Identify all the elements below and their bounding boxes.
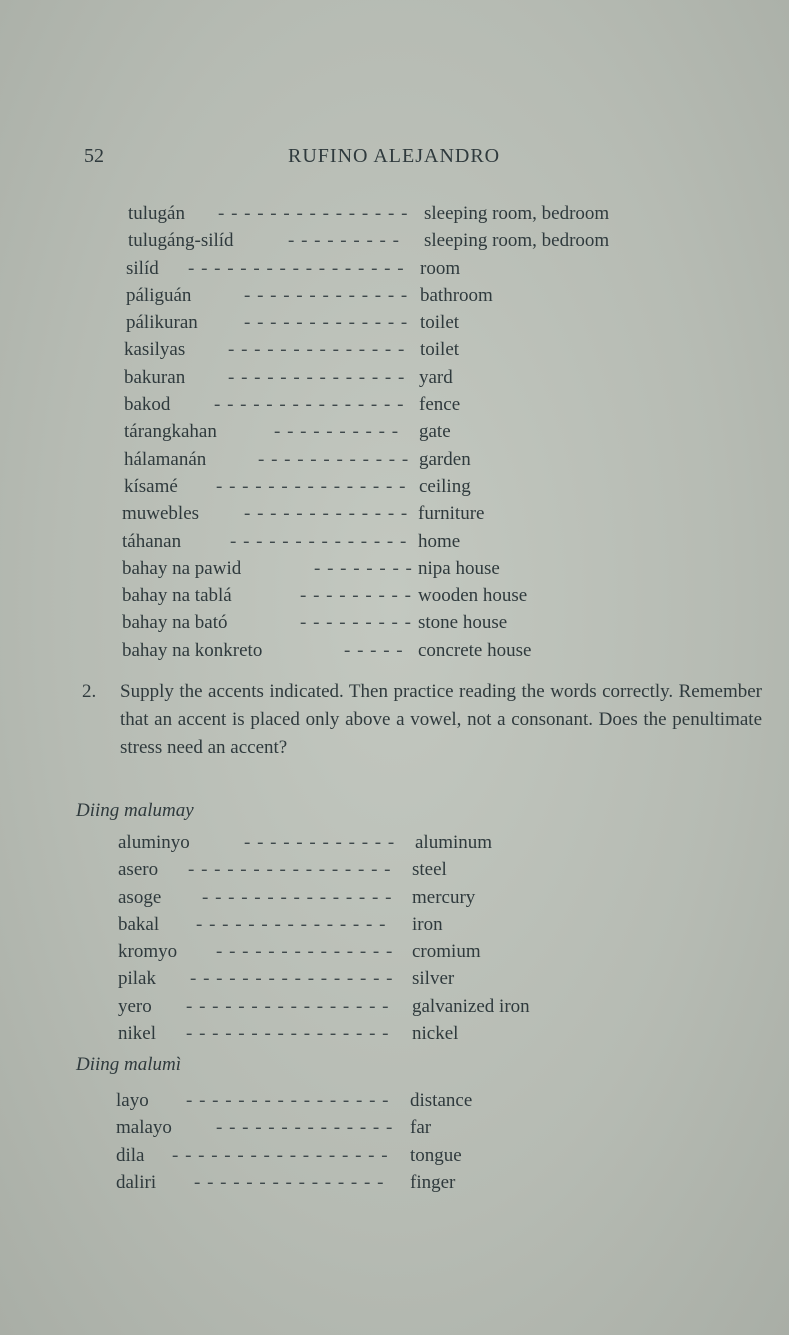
- english-gloss: toilet: [420, 339, 460, 361]
- tagalog-word: dila: [116, 1144, 145, 1166]
- vocab-list-malumi: [0, 1090, 789, 1199]
- tagalog-word: táhanan: [122, 530, 182, 552]
- leader-dots: - - - - - - - - - - - - -: [244, 312, 409, 334]
- exercise-number: 2.: [82, 681, 97, 702]
- vocab-row: [0, 203, 789, 230]
- tagalog-word: bahay na pawid: [122, 557, 242, 579]
- vocab-row: [0, 1145, 789, 1172]
- vocab-row: [0, 339, 789, 366]
- tagalog-word: pilak: [118, 968, 156, 990]
- tagalog-word: bahay na konkreto: [122, 639, 263, 661]
- leader-dots: - - - - - - - - - - - - - - - -: [186, 1090, 390, 1111]
- vocab-row: [0, 941, 789, 968]
- leader-dots: - - - - - - - - - - - - - - - -: [190, 968, 394, 990]
- tagalog-word: páliguán: [126, 284, 192, 306]
- english-gloss: bathroom: [420, 284, 493, 306]
- english-gloss: room: [420, 257, 461, 279]
- english-gloss: concrete house: [418, 639, 532, 661]
- leader-dots: - - - - - - - - - - - - -: [244, 284, 409, 306]
- vocab-list-malumay: [0, 832, 789, 1050]
- vocab-row: [0, 612, 789, 639]
- leader-dots: - - - - - - - - -: [300, 585, 412, 607]
- english-gloss: nipa house: [418, 557, 500, 579]
- page-header: [0, 145, 789, 175]
- english-gloss: home: [418, 530, 461, 552]
- vocab-row: [0, 859, 789, 886]
- leader-dots: - - - - - - - - - - - - - - -: [218, 203, 409, 224]
- vocab-row: [0, 503, 789, 530]
- tagalog-word: muwebles: [122, 503, 200, 525]
- leader-dots: - - - - - - - - - - - - - - - - -: [172, 1144, 389, 1166]
- vocab-row: [0, 476, 789, 503]
- leader-dots: - - - - - - - - - - - - - - -: [214, 394, 405, 416]
- vocab-row: [0, 640, 789, 667]
- english-gloss: tongue: [410, 1144, 462, 1166]
- tagalog-word: hálamanán: [124, 448, 207, 470]
- tagalog-word: nikel: [118, 1023, 156, 1045]
- leader-dots: - - - - - - - - - - - - - -: [228, 366, 406, 388]
- leader-dots: - - - - - - - - - - - -: [244, 832, 396, 853]
- tagalog-word: pálikuran: [126, 312, 198, 334]
- leader-dots: - - - - - - - - - - - - - -: [216, 941, 394, 963]
- vocab-row: [0, 558, 789, 585]
- vocab-row: [0, 832, 789, 859]
- english-gloss: finger: [410, 1171, 456, 1193]
- running-head: RUFINO ALEJANDRO: [288, 145, 501, 167]
- english-gloss: yard: [419, 366, 453, 388]
- leader-dots: - - - - - - - - - - - - - -: [216, 1117, 394, 1139]
- leader-dots: - - - - - - - - - - - -: [258, 448, 410, 470]
- exercise-text: Supply the accents indicated. Then practice reading the words correctly. Remember that an accent is placed only above a vowel, not a consonant. Does the penultimate stress need an accent?: [120, 681, 762, 758]
- tagalog-word: aluminyo: [118, 832, 190, 853]
- vocab-row: [0, 367, 789, 394]
- english-gloss: gate: [419, 421, 451, 443]
- english-gloss: wooden house: [418, 585, 528, 607]
- tagalog-word: asero: [118, 859, 159, 881]
- vocab-row: [0, 312, 789, 339]
- leader-dots: - - - - - - - - - - - - - -: [230, 530, 408, 552]
- english-gloss: fence: [419, 394, 461, 416]
- english-gloss: galvanized iron: [412, 995, 530, 1017]
- leader-dots: - - - - - - - - - - - - -: [244, 503, 409, 525]
- leader-dots: - - - - -: [344, 639, 404, 661]
- tagalog-word: malayo: [116, 1117, 172, 1139]
- leader-dots: - - - - - - - - -: [288, 230, 400, 252]
- english-gloss: far: [410, 1117, 432, 1139]
- tagalog-word: bakod: [124, 394, 171, 416]
- leader-dots: - - - - - - - - - -: [274, 421, 400, 443]
- tagalog-word: kromyo: [118, 941, 178, 963]
- leader-dots: - - - - - - - - - - - - - - -: [216, 475, 407, 497]
- vocab-row: [0, 258, 789, 285]
- english-gloss: cromium: [412, 941, 481, 963]
- tagalog-word: bahay na tablá: [122, 585, 232, 607]
- vocab-row: [0, 968, 789, 995]
- vocab-row: [0, 1172, 789, 1199]
- section-heading-malumi: Diing malumì: [76, 1054, 182, 1075]
- english-gloss: silver: [412, 968, 455, 990]
- english-gloss: ceiling: [419, 475, 471, 497]
- vocab-row: [0, 230, 789, 257]
- leader-dots: - - - - - - - - - - - - - -: [228, 339, 406, 361]
- tagalog-word: kasilyas: [124, 339, 186, 361]
- vocab-row: [0, 285, 789, 312]
- english-gloss: aluminum: [415, 832, 493, 853]
- english-gloss: mercury: [412, 886, 476, 908]
- tagalog-word: tulugán: [128, 203, 185, 224]
- english-gloss: toilet: [420, 312, 460, 334]
- tagalog-word: daliri: [116, 1171, 157, 1193]
- leader-dots: - - - - - - - - - - - - - - -: [196, 913, 387, 935]
- english-gloss: distance: [410, 1090, 473, 1111]
- vocab-row: [0, 1117, 789, 1144]
- vocab-row: [0, 996, 789, 1023]
- leader-dots: - - - - - - - - - - - - - - - -: [186, 995, 390, 1017]
- english-gloss: nickel: [412, 1023, 459, 1045]
- english-gloss: furniture: [418, 503, 485, 525]
- tagalog-word: kísamé: [124, 475, 178, 497]
- english-gloss: sleeping room, bedroom: [424, 203, 610, 224]
- vocab-row: [0, 1090, 789, 1117]
- tagalog-word: layo: [116, 1090, 149, 1111]
- vocab-list-house: [0, 203, 789, 667]
- leader-dots: - - - - - - - - - - - - - - - -: [186, 1023, 390, 1045]
- vocab-row: [0, 421, 789, 448]
- vocab-row: [0, 394, 789, 421]
- english-gloss: steel: [412, 859, 447, 881]
- english-gloss: sleeping room, bedroom: [424, 230, 610, 252]
- vocab-row: [0, 449, 789, 476]
- tagalog-word: tulugáng-silíd: [128, 230, 234, 252]
- tagalog-word: bakal: [118, 913, 160, 935]
- tagalog-word: bahay na bató: [122, 612, 228, 634]
- vocab-row: [0, 914, 789, 941]
- page-number: 52: [84, 145, 104, 167]
- vocab-row: [0, 531, 789, 558]
- tagalog-word: silíd: [126, 257, 159, 279]
- leader-dots: - - - - - - - - -: [300, 612, 412, 634]
- tagalog-word: bakuran: [124, 366, 186, 388]
- leader-dots: - - - - - - - - - - - - - - -: [202, 886, 393, 908]
- section-heading-malumay: Diing malumay: [76, 800, 194, 821]
- english-gloss: stone house: [418, 612, 508, 634]
- vocab-row: [0, 1023, 789, 1050]
- leader-dots: - - - - - - - - - - - - - - -: [194, 1171, 385, 1193]
- vocab-row: [0, 887, 789, 914]
- tagalog-word: tárangkahan: [124, 421, 217, 443]
- leader-dots: - - - - - - - -: [314, 557, 413, 579]
- english-gloss: garden: [419, 448, 471, 470]
- leader-dots: - - - - - - - - - - - - - - - - -: [188, 257, 405, 279]
- vocab-row: [0, 585, 789, 612]
- leader-dots: - - - - - - - - - - - - - - - -: [188, 859, 392, 881]
- english-gloss: iron: [412, 913, 443, 935]
- tagalog-word: yero: [118, 995, 152, 1017]
- tagalog-word: asoge: [118, 886, 162, 908]
